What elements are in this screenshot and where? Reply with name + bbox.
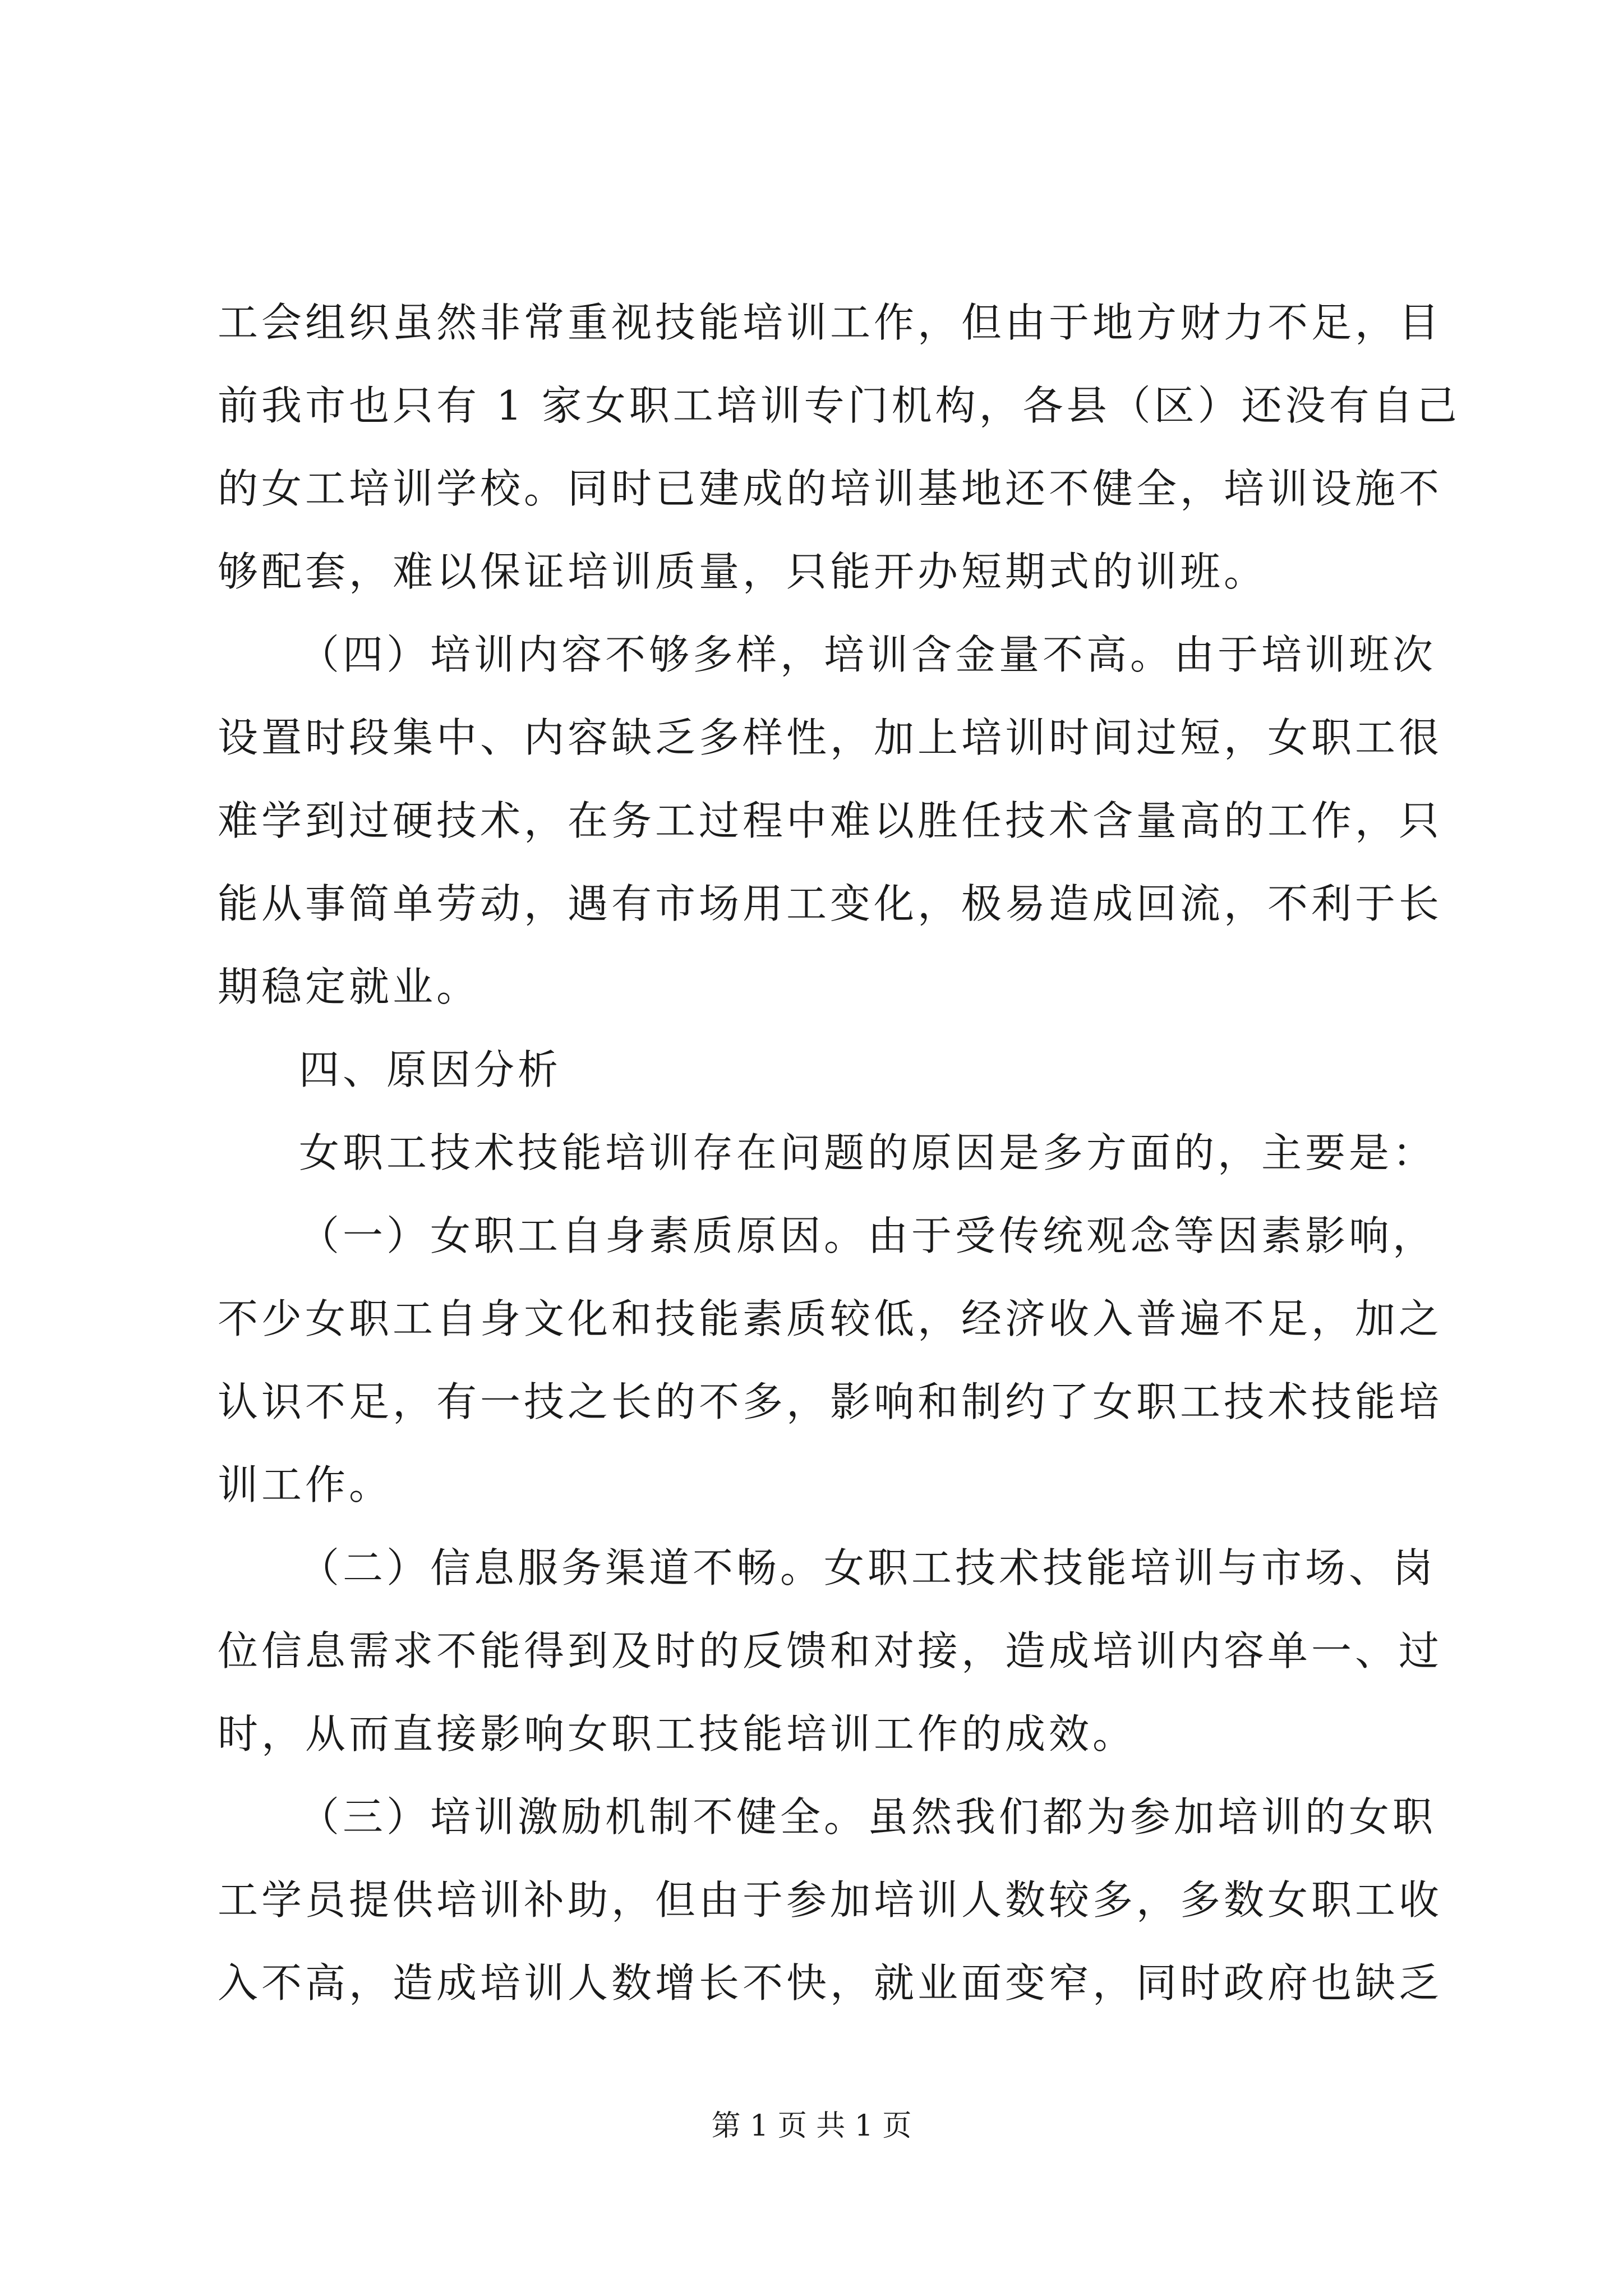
text-line: 够配套，难以保证培训质量，只能开办短期式的训班。 [218, 548, 1268, 595]
text-line: 难学到过硬技术，在务工过程中难以胜任技术含量高的工作，只 [218, 797, 1443, 844]
paragraph-heading-2: （二）信息服务渠道不畅。女职工技术技能培训与市场、岗 [299, 1544, 1437, 1591]
text-line: 入不高，造成培训人数增长不快，就业面变窄，同时政府也缺乏 [218, 1959, 1443, 2007]
text-line: 能从事简单劳动，遇有市场用工变化，极易造成回流，不利于长 [218, 880, 1443, 927]
paragraph-heading-4: （四）培训内容不够多样，培训含金量不高。由于培训班次 [299, 631, 1437, 678]
paragraph-heading-3: （三）培训激励机制不健全。虽然我们都为参加培训的女职 [299, 1793, 1437, 1841]
text-line: 工学员提供培训补助，但由于参加培训人数较多，多数女职工收 [218, 1876, 1443, 1924]
text-line: 前我市也只有 1 家女职工培训专门机构，各县（区）还没有自己 [218, 382, 1460, 429]
text-line: 时，从而直接影响女职工技能培训工作的成效。 [218, 1710, 1137, 1757]
text-line: 女职工技术技能培训存在问题的原因是多方面的，主要是： [299, 1129, 1437, 1176]
text-line: 位信息需求不能得到及时的反馈和对接，造成培训内容单一、过 [218, 1627, 1443, 1674]
text-line: 设置时段集中、内容缺乏多样性，加上培训时间过短，女职工很 [218, 714, 1443, 761]
text-line: 的女工培训学校。同时已建成的培训基地还不健全，培训设施不 [218, 465, 1443, 512]
page-number-footer: 第 1 页 共 1 页 [711, 2109, 912, 2143]
text-line: 训工作。 [218, 1461, 393, 1508]
section-heading: 四、原因分析 [299, 1046, 562, 1093]
text-line: 期稳定就业。 [218, 963, 481, 1010]
paragraph-heading-1: （一）女职工自身素质原因。由于受传统观念等因素影响， [299, 1212, 1437, 1259]
text-line: 认识不足，有一技之长的不多，影响和制约了女职工技术技能培 [218, 1378, 1443, 1425]
text-line: 工会组织虽然非常重视技能培训工作，但由于地方财力不足，目 [218, 299, 1443, 346]
text-line: 不少女职工自身文化和技能素质较低，经济收入普遍不足，加之 [218, 1295, 1443, 1342]
